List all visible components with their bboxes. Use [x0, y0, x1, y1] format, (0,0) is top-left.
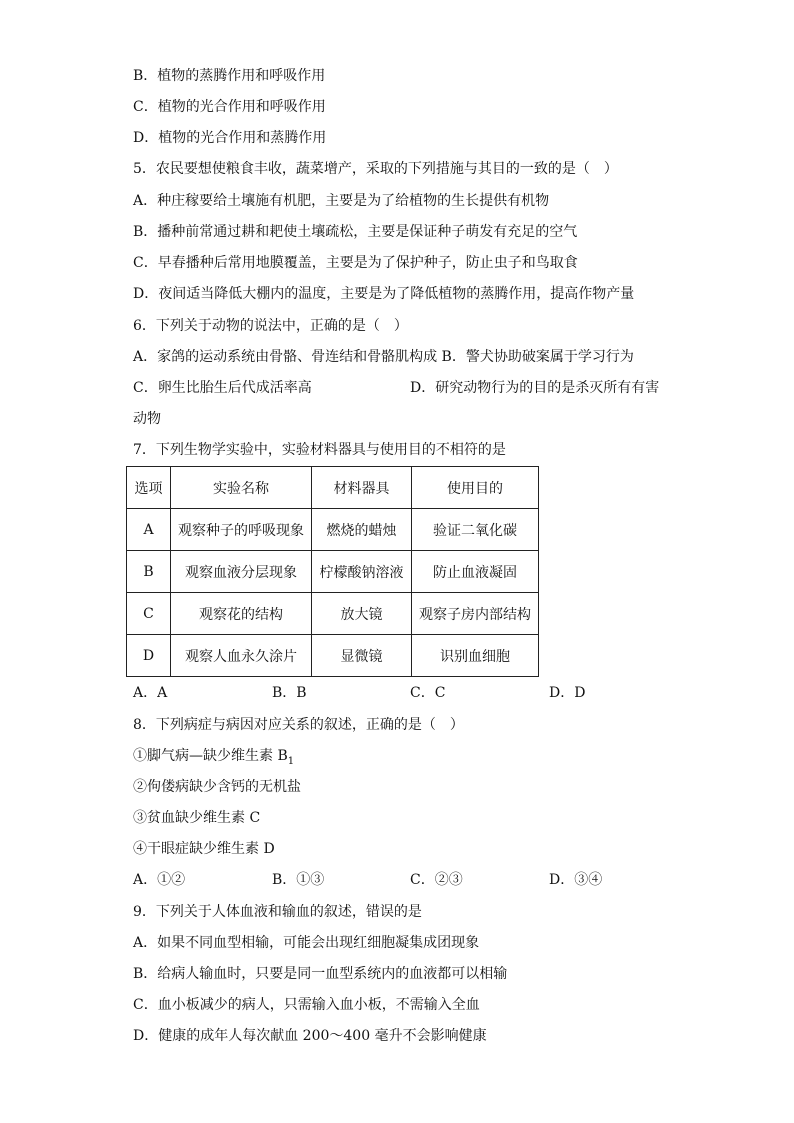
option-d-prev: D．植物的光合作用和蒸腾作用: [133, 130, 327, 146]
table-cell: 验证二氧化碳: [412, 509, 539, 551]
table-cell: 观察血液分层现象: [171, 551, 312, 593]
q8-choice-a: A．①②: [133, 872, 186, 888]
experiment-table: [126, 466, 539, 677]
q7-choices: [133, 683, 673, 703]
table-row: [127, 509, 539, 551]
q9-option-d: D．健康的成年人每次献血 200～400 毫升不会影响健康: [133, 1028, 487, 1044]
table-cell: 观察子房内部结构: [412, 593, 539, 635]
q9-option-a: A．如果不同血型相输，可能会出现红细胞凝集成团现象: [133, 935, 480, 951]
q7-choice-b: B．B: [272, 685, 307, 701]
table-cell: 柠檬酸钠溶液: [312, 551, 412, 593]
question-8: 8．下列病症与病因对应关系的叙述，正确的是（ ）: [133, 717, 464, 733]
option-b-prev: B．植物的蒸腾作用和呼吸作用: [133, 68, 326, 84]
table-header: 实验名称: [171, 467, 312, 509]
question-5: 5．农民要想使粮食丰收，蔬菜增产，采取的下列措施与其目的一致的是（ ）: [133, 161, 618, 177]
table-row: [127, 551, 539, 593]
table-cell: C: [127, 593, 171, 635]
table-cell: 观察人血永久涂片: [171, 635, 312, 677]
table-cell: 放大镜: [312, 593, 412, 635]
q9-option-b: B．给病人输血时，只要是同一血型系统内的血液都可以相输: [133, 966, 508, 982]
q6-option-ab: A．家鸽的运动系统由骨骼、骨连结和骨骼肌构成 B．警犬协助破案属于学习行为: [133, 349, 634, 365]
q5-option-b: B．播种前常通过耕和耙使土壤疏松，主要是保证种子萌发有充足的空气: [133, 224, 578, 240]
q8-choice-d: D．③④: [549, 872, 603, 888]
table-cell: A: [127, 509, 171, 551]
q5-option-c: C．早春播种后常用地膜覆盖，主要是为了保护种子，防止虫子和鸟取食: [133, 255, 578, 271]
table-cell: 观察种子的呼吸现象: [171, 509, 312, 551]
q8-item-1-text: ①脚气病—缺少维生素 B: [133, 748, 288, 764]
q8-choice-b: B．①③: [272, 872, 325, 888]
question-7: 7．下列生物学实验中，实验材料器具与使用目的不相符的是: [133, 442, 506, 458]
q8-item-1: [133, 746, 294, 772]
table-row: [127, 635, 539, 677]
table-cell: 防止血液凝固: [412, 551, 539, 593]
table-header: 选项: [127, 467, 171, 509]
q7-choice-d: D．D: [549, 685, 586, 701]
q8-item-4: ④干眼症缺少维生素 D: [133, 841, 275, 857]
q5-option-a: A．种庄稼要给土壤施有机肥，主要是为了给植物的生长提供有机物: [133, 193, 550, 209]
option-c-prev: C．植物的光合作用和呼吸作用: [133, 99, 326, 115]
table-cell: B: [127, 551, 171, 593]
q8-item-1-subscript: 1: [287, 755, 295, 767]
question-6: 6．下列关于动物的说法中，正确的是（ ）: [133, 318, 408, 334]
q6-option-d-cont: 动物: [133, 411, 161, 427]
q5-option-d: D．夜间适当降低大棚内的温度，主要是为了降低植物的蒸腾作用，提高作物产量: [133, 286, 635, 302]
q8-choices: [133, 870, 673, 890]
q6-option-c: C．卵生比胎生后代成活率高: [133, 380, 312, 396]
q8-choice-c: C．②③: [410, 872, 463, 888]
q8-item-2: ②佝偻病缺少含钙的无机盐: [133, 779, 301, 795]
q7-choice-a: A．A: [133, 685, 168, 701]
q7-choice-c: C．C: [410, 685, 446, 701]
question-9: 9．下列关于人体血液和输血的叙述，错误的是: [133, 904, 422, 920]
table-cell: 显微镜: [312, 635, 412, 677]
table-row: [127, 593, 539, 635]
table-header: 使用目的: [412, 467, 539, 509]
q6-option-d: D．研究动物行为的目的是杀灭所有有害: [410, 380, 660, 396]
table-cell: D: [127, 635, 171, 677]
table-cell: 识别血细胞: [412, 635, 539, 677]
q8-item-3: ③贫血缺少维生素 C: [133, 810, 261, 826]
table-cell: 观察花的结构: [171, 593, 312, 635]
table-cell: 燃烧的蜡烛: [312, 509, 412, 551]
table-header-row: [127, 467, 539, 509]
table-header: 材料器具: [312, 467, 412, 509]
q9-option-c: C．血小板减少的病人，只需输入血小板，不需输入全血: [133, 997, 480, 1013]
